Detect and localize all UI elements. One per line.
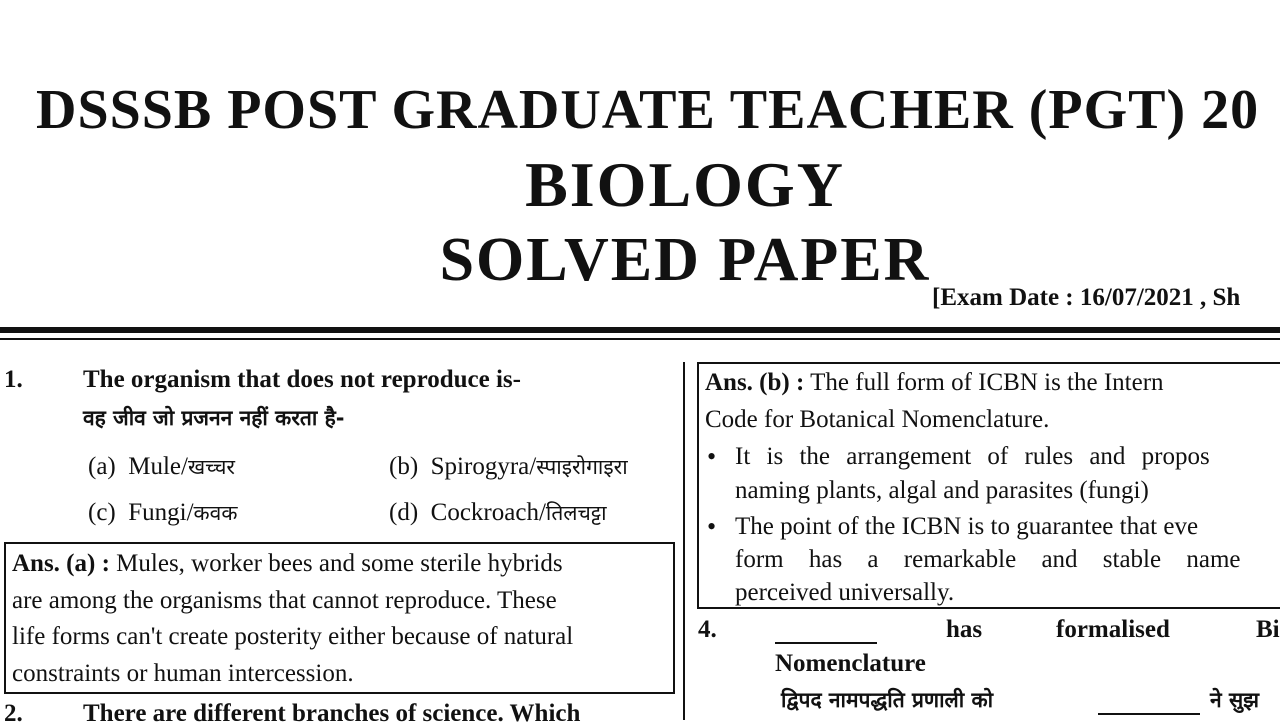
question-2-text: There are different branches of science. Which (83, 700, 581, 727)
question-2-number: 2. (4, 700, 23, 727)
answer-blank-hindi (1098, 711, 1200, 715)
answer-bullet-2: • The point of the ICBN is to guarantee that eve form has a remarkable and stable name perceived universally. (705, 510, 1280, 609)
question-1-text: The organism that does not reproduce is- (83, 366, 521, 393)
question-3-answer-box (697, 362, 1280, 609)
question-1-option-c: (c) Fungi/कवक (88, 499, 238, 526)
question-1-number: 1. (4, 366, 23, 393)
answer-bullet-1: • It is the arrangement of rules and propos naming plants, algal and parasites (fungi) (705, 440, 1280, 508)
answer-line: Code for Botanical Nomenclature. (705, 405, 1050, 433)
answer-line: life forms can't create posterity either because of natural (12, 623, 574, 650)
answer-line: are among the organisms that cannot reproduce. These (12, 586, 557, 614)
question-1-option-a: (a) Mule/खच्चर (88, 453, 235, 480)
question-4-text-hindi: द्विपद नामपद्धति प्रणाली को (781, 688, 994, 712)
question-1-text-hindi: वह जीव जो प्रजनन नहीं करता है- (83, 406, 345, 430)
question-4-word: Bi (1256, 616, 1280, 643)
question-4-word: has (946, 616, 983, 643)
subject-title: BIOLOGY (525, 149, 845, 220)
question-4-text-hindi-end: ने सुझ (1210, 688, 1260, 712)
question-4-word: formalised (1056, 616, 1170, 643)
question-4-number: 4. (698, 616, 717, 643)
question-3-answer-label: Ans. (b) : (705, 369, 805, 396)
paper-title: DSSSB POST GRADUATE TEACHER (PGT) 20 (36, 79, 1260, 141)
answer-line: constraints or human intercession. (12, 659, 354, 687)
column-divider (683, 362, 685, 720)
answer-line: The full form of ICBN is the Intern (810, 369, 1164, 396)
header-rule-thin (0, 338, 1280, 340)
question-1-answer-box (4, 542, 675, 694)
header-rule-thick (0, 327, 1280, 333)
answer-blank (775, 640, 877, 644)
solved-paper-title: SOLVED PAPER (439, 226, 931, 294)
question-4-text-line2: Nomenclature (775, 650, 926, 677)
exam-date: [Exam Date : 16/07/2021 , Sh (932, 284, 1241, 311)
answer-line: Mules, worker bees and some sterile hybrids (116, 550, 563, 577)
question-1-answer-label: Ans. (a) : (12, 550, 110, 577)
question-1-option-b: (b) Spirogyra/स्पाइरोगाइरा (389, 453, 628, 480)
question-1-option-d: (d) Cockroach/तिलचट्टा (389, 499, 607, 526)
